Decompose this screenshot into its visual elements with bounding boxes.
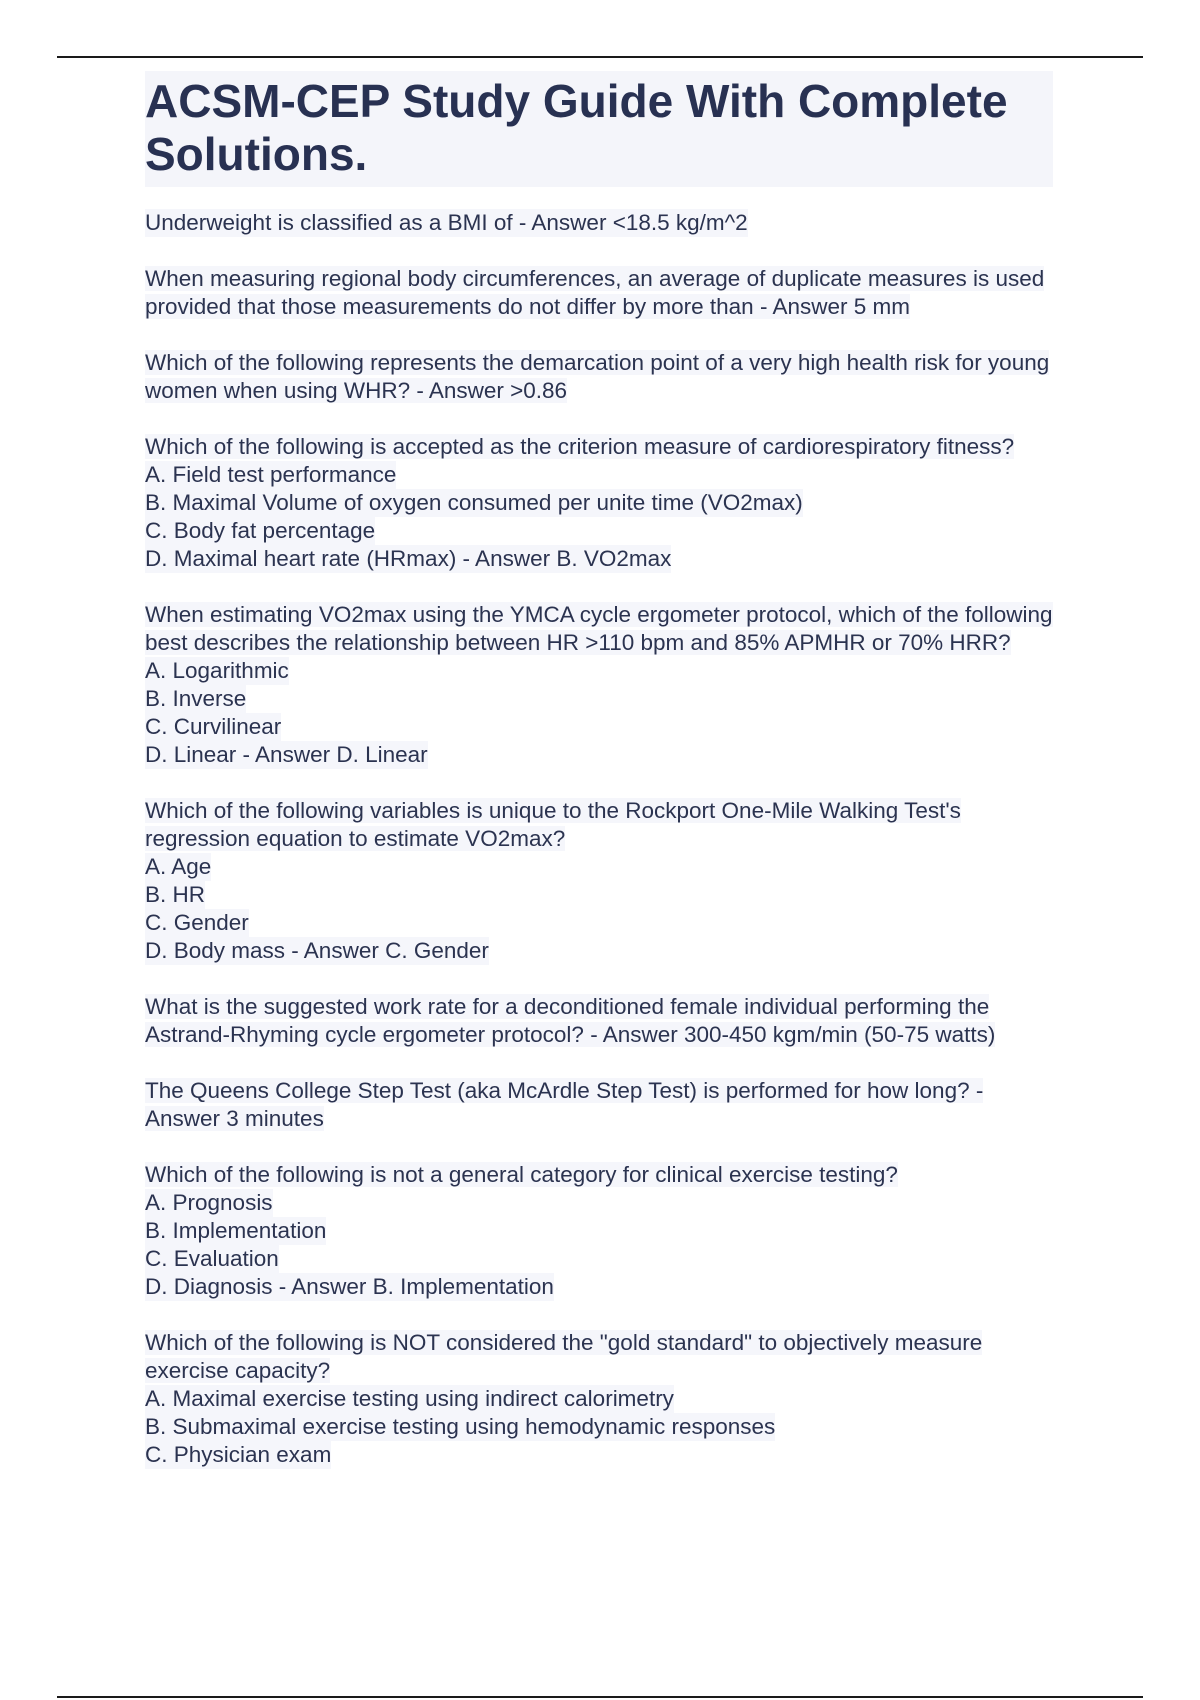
qa-item-3 (145, 349, 1053, 405)
option-b: B. Submaximal exercise testing using hemodynamic responses (145, 1414, 776, 1439)
option-c: C. Body fat percentage (145, 518, 376, 543)
question-text: Which of the following represents the demarcation point of a very high health risk for young women when using WHR? - Answer >0.86 (145, 350, 1050, 403)
qa-item-10 (145, 1329, 1053, 1469)
question-text: What is the suggested work rate for a deconditioned female individual performing the Astrand-Rhyming cycle ergometer protocol? - Answer 300-450 kgm/min (50-75 watts) (145, 994, 996, 1047)
qa-item-4 (145, 433, 1053, 573)
question-text: Which of the following is NOT considered the "gold standard" to objectively measure exercise capacity? (145, 1330, 983, 1383)
question-text: Which of the following is accepted as the criterion measure of cardiorespiratory fitness? (145, 434, 1015, 459)
option-c: C. Evaluation (145, 1246, 279, 1271)
qa-item-5 (145, 601, 1053, 769)
option-d: D. Maximal heart rate (HRmax) - Answer B. VO2max (145, 546, 672, 571)
question-text: When measuring regional body circumferences, an average of duplicate measures is used provided that those measurements do not differ by more than - Answer 5 mm (145, 266, 1045, 319)
option-d: D. Linear - Answer D. Linear (145, 742, 428, 767)
option-b: B. Inverse (145, 686, 247, 711)
option-b: B. Implementation (145, 1218, 327, 1243)
option-c: C. Physician exam (145, 1442, 332, 1467)
question-text: The Queens College Step Test (aka McArdle Step Test) is performed for how long? - Answer 3 minutes (145, 1078, 984, 1131)
qa-item-8 (145, 1077, 1053, 1133)
qa-item-6 (145, 797, 1053, 965)
question-text: Which of the following variables is unique to the Rockport One-Mile Walking Test's regression equation to estimate VO2max? (145, 798, 961, 851)
document-body (145, 71, 1053, 1497)
option-a: A. Maximal exercise testing using indirect calorimetry (145, 1386, 674, 1411)
question-text: Underweight is classified as a BMI of - Answer <18.5 kg/m^2 (145, 210, 748, 235)
page-title: ACSM-CEP Study Guide With Complete Solutions. (145, 75, 1008, 180)
option-a: A. Prognosis (145, 1190, 273, 1215)
qa-item-7 (145, 993, 1053, 1049)
option-b: B. HR (145, 882, 206, 907)
option-c: C. Gender (145, 910, 249, 935)
option-a: A. Age (145, 854, 212, 879)
option-a: A. Field test performance (145, 462, 397, 487)
question-text: When estimating VO2max using the YMCA cycle ergometer protocol, which of the following best describes the relationship between HR >110 bpm and 85% APMHR or 70% HRR? (145, 602, 1053, 655)
option-a: A. Logarithmic (145, 658, 289, 683)
option-b: B. Maximal Volume of oxygen consumed per unite time (VO2max) (145, 490, 803, 515)
qa-item-2 (145, 265, 1053, 321)
qa-item-1 (145, 209, 1053, 237)
qa-item-9 (145, 1161, 1053, 1301)
option-d: D. Body mass - Answer C. Gender (145, 938, 489, 963)
option-d: D. Diagnosis - Answer B. Implementation (145, 1274, 554, 1299)
top-rule (57, 56, 1143, 58)
bottom-rule (57, 1696, 1143, 1698)
title-block (145, 71, 1053, 187)
question-text: Which of the following is not a general category for clinical exercise testing? (145, 1162, 898, 1187)
option-c: C. Curvilinear (145, 714, 282, 739)
